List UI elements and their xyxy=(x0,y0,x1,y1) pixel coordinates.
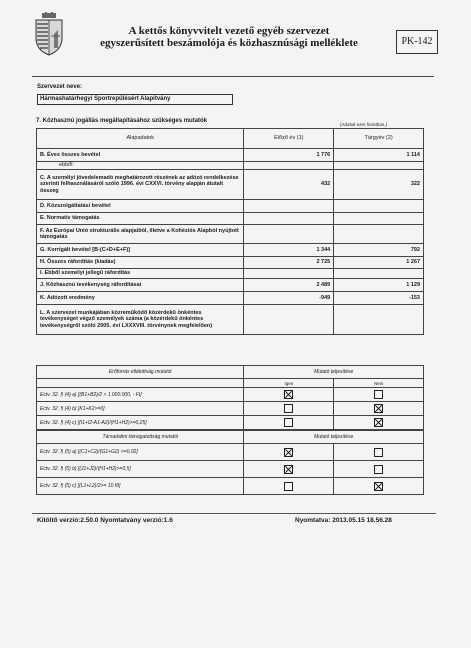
row-label: H. Összes ráfordítás (kiadás) xyxy=(37,257,244,269)
indicator-row xyxy=(37,444,424,461)
table-row xyxy=(37,257,424,269)
no-cell xyxy=(334,388,424,402)
row-label: C. A személyi jövedelemadó meghatározott részének az adózó rendelkezése szerinti felhasználásáról szóló 1996. évi CXXVI. törvény alapján átutalt összeg xyxy=(37,170,244,200)
section-title: 7. Közhasznú jogállás megállapításához szükséges mutatók xyxy=(36,118,208,124)
no-checkbox[interactable] xyxy=(374,418,383,427)
row-prev: 2 489 xyxy=(244,279,334,292)
row-curr xyxy=(334,162,424,170)
row-curr xyxy=(334,305,424,335)
table-row xyxy=(37,269,424,279)
resource-indicators-header xyxy=(37,366,424,379)
row-label: ebből: xyxy=(37,162,244,170)
row-label: L. A szervezet munkájában közreműködő közérdekű önkéntes tevékenységet végző személyek száma (a közérdekű önkéntes tevékenységről szóló 2005. évi LXXXVIII. törvénynek megfelelően) xyxy=(37,305,244,335)
no-label: Nem xyxy=(373,380,384,386)
support-indicators-header xyxy=(37,431,424,444)
row-curr: 322 xyxy=(334,170,424,200)
form-header xyxy=(32,12,436,72)
column-header-curr: Tárgyév (2) xyxy=(334,129,424,149)
no-checkbox[interactable] xyxy=(374,482,383,491)
no-checkbox[interactable] xyxy=(374,390,383,399)
form-title-line-2: egyszerűsített beszámolója és közhasznúsági melléklete xyxy=(100,37,358,49)
row-prev: 1 776 xyxy=(244,149,334,162)
no-cell xyxy=(334,478,424,495)
column-header-prev: Előző év (1) xyxy=(244,129,334,149)
no-cell xyxy=(334,461,424,478)
row-label: D. Közszolgáltatási bevétel xyxy=(37,200,244,213)
no-checkbox[interactable] xyxy=(374,404,383,413)
yes-cell xyxy=(244,388,334,402)
indicator-row xyxy=(37,402,424,416)
indicator-row xyxy=(37,461,424,478)
row-prev xyxy=(244,200,334,213)
table-row xyxy=(37,225,424,244)
row-prev: 1 344 xyxy=(244,244,334,257)
organization-label: Szervezet neve: xyxy=(37,84,83,90)
no-checkbox[interactable] xyxy=(374,465,383,474)
indicator-label: Ectv. 32. § (4) a) [(B1+B2)/2 > 1.000.000, - Ft] xyxy=(37,388,244,402)
row-curr: 1 114 xyxy=(334,149,424,162)
yes-column-header xyxy=(244,379,334,388)
row-curr: 1 267 xyxy=(334,257,424,269)
row-label: F. Az Európai Unió strukturális alapjaiból, illetve a Kohéziós Alapból nyújtott támogatás xyxy=(37,225,244,244)
table-row xyxy=(37,170,424,200)
indicator-row xyxy=(37,416,424,430)
table-row xyxy=(37,200,424,213)
row-curr xyxy=(334,213,424,225)
table-row xyxy=(37,305,424,335)
yes-checkbox[interactable] xyxy=(284,448,293,457)
row-label: B. Éves összes bevétel xyxy=(37,149,244,162)
indicator-label: Ectv. 32. § (5) c) [(L1+L2)/2>= 10 fő] xyxy=(37,478,244,495)
resource-status-header: Mutató teljesítése xyxy=(244,366,424,379)
coat-of-arms-icon xyxy=(32,12,66,56)
row-curr xyxy=(334,225,424,244)
column-header-label: Alapadatok xyxy=(37,129,244,149)
row-curr xyxy=(334,200,424,213)
row-prev xyxy=(244,162,334,170)
resource-yes-no-header xyxy=(37,379,424,388)
unit-note: (Adatok ezer forintban.) xyxy=(340,122,388,127)
organization-name-field: Hármashatárhegyi Sportrepülésért Alapítvány xyxy=(37,94,233,105)
indicator-label: Ectv. 32. § (5) a) [(C1+C2)/(G1+G2) >=0,02] xyxy=(37,444,244,461)
row-curr xyxy=(334,269,424,279)
indicator-label: Ectv. 32. § (5) b) [(J1+J2)/(H1+H2)>=0,5] xyxy=(37,461,244,478)
yes-checkbox[interactable] xyxy=(284,404,293,413)
support-indicators-table xyxy=(36,430,424,495)
row-prev xyxy=(244,225,334,244)
row-curr: 792 xyxy=(334,244,424,257)
support-indicators-title: Társadalmi támogatottság mutatói xyxy=(37,431,244,444)
indicator-row xyxy=(37,388,424,402)
row-prev: 2 725 xyxy=(244,257,334,269)
row-prev: 432 xyxy=(244,170,334,200)
version-info: Kitöltő verzió:2.50.0 Nyomtatvány verzió:1.6 xyxy=(37,517,173,524)
yes-cell xyxy=(244,478,334,495)
row-prev xyxy=(244,269,334,279)
row-curr: -153 xyxy=(334,292,424,305)
yes-cell xyxy=(244,416,334,430)
yes-cell xyxy=(244,444,334,461)
row-label: E. Normatív támogatás xyxy=(37,213,244,225)
resource-indicators-title: Erőforrás ellátottság mutatói xyxy=(37,366,244,379)
row-label: I. Ebből személyi jellegű ráfordítás xyxy=(37,269,244,279)
table-row xyxy=(37,162,424,170)
support-status-header: Mutató teljesítése xyxy=(244,431,424,444)
form-title xyxy=(76,25,382,49)
yes-cell xyxy=(244,402,334,416)
no-cell xyxy=(334,416,424,430)
row-label: K. Adózott eredmény xyxy=(37,292,244,305)
indicator-label: Ectv. 32. § (4) b) [K1+K2>=0] xyxy=(37,402,244,416)
form-code-box: PK-142 xyxy=(396,30,438,54)
row-prev xyxy=(244,213,334,225)
empty-cell xyxy=(37,379,244,388)
indicator-row xyxy=(37,478,424,495)
row-label: J. Közhasznú tevékenység ráfordításai xyxy=(37,279,244,292)
table-header-row xyxy=(37,129,424,149)
no-checkbox[interactable] xyxy=(374,448,383,457)
no-cell xyxy=(334,444,424,461)
table-row xyxy=(37,279,424,292)
indicator-label: Ectv. 32. § (4) c) [(I1+I2-A1-A2)/(H1+H2)>=0,25] xyxy=(37,416,244,430)
yes-checkbox[interactable] xyxy=(284,418,293,427)
yes-label: Igen xyxy=(284,380,294,386)
no-cell xyxy=(334,402,424,416)
table-row xyxy=(37,213,424,225)
row-prev: -949 xyxy=(244,292,334,305)
table-row xyxy=(37,244,424,257)
base-data-table xyxy=(36,128,424,335)
table-row xyxy=(37,149,424,162)
resource-indicators-table xyxy=(36,365,424,430)
no-column-header xyxy=(334,379,424,388)
row-curr: 1 129 xyxy=(334,279,424,292)
yes-cell xyxy=(244,461,334,478)
table-row xyxy=(37,292,424,305)
form-title-line-1: A kettős könyvvitelt vezető egyéb szervezet xyxy=(128,25,330,37)
footer-divider xyxy=(32,513,436,514)
row-prev xyxy=(244,305,334,335)
row-label: G. Korrigált bevétel [B-(C+D+E+F)] xyxy=(37,244,244,257)
yes-checkbox[interactable] xyxy=(284,465,293,474)
yes-checkbox[interactable] xyxy=(284,390,293,399)
print-timestamp: Nyomtatva: 2013.05.15 18.56.28 xyxy=(295,517,392,524)
yes-checkbox[interactable] xyxy=(284,482,293,491)
header-divider xyxy=(32,76,434,77)
